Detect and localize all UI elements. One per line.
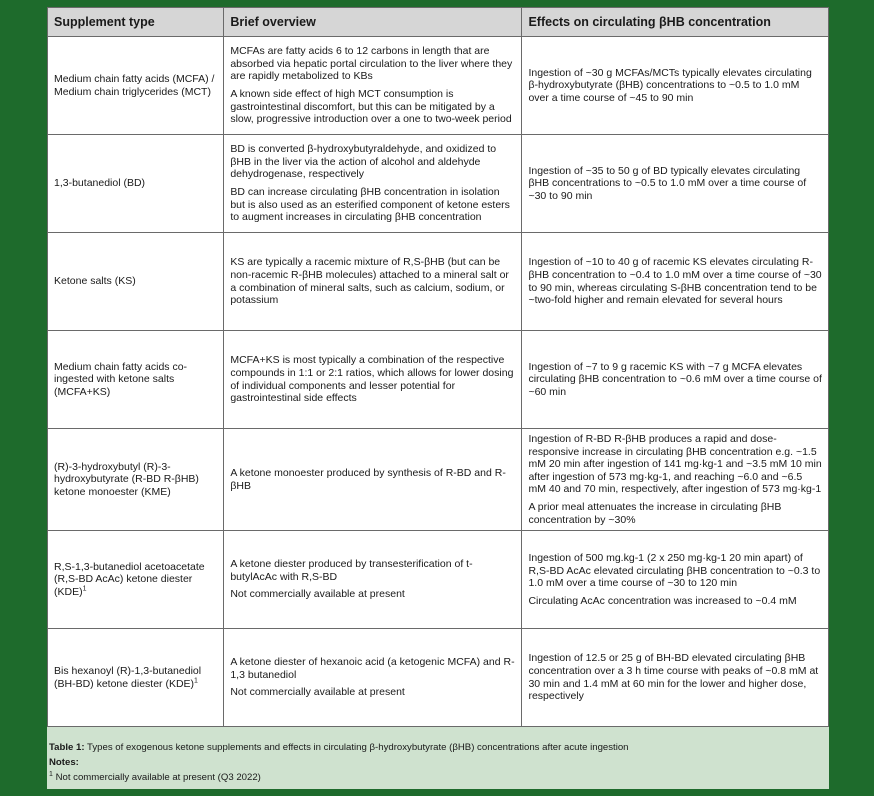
effects-paragraph: A prior meal attenuates the increase in circulating βHB concentration by ~30% [528,500,782,526]
overview-paragraph: BD can increase circulating βHB concentration in isolation but is also used as an esterified component of ketone esters to augment increases in circulating βHB concentration [230,186,510,224]
cell-supplement-type [48,531,224,629]
table-row [48,37,829,135]
supplement-type-text: 1,3-butanediol (BD) [54,177,146,190]
table-row [48,331,829,429]
cell-brief-overview [224,135,522,233]
footnote-marker: 1 [82,585,87,593]
caption-line [49,740,824,755]
cell-brief-overview [224,37,522,135]
overview-paragraph: MCFAs are fatty acids 6 to 12 carbons in length that are absorbed via hepatic portal circulation to the liver where they are rapidly metabolized to KBs [230,45,513,83]
overview-paragraph: Not commercially available at present [230,588,405,601]
cell-supplement-type [48,37,224,135]
overview-paragraph: Not commercially available at present [230,686,405,699]
overview-paragraph: A known side effect of high MCT consumption is gastrointestinal discomfort, but this can be mitigated by a slow, progressive introduction over a one to two-week period [230,88,512,126]
overview-paragraph: A ketone monoester produced by synthesis of R-BD and R-βHB [230,466,506,492]
supplement-type-text: Medium chain fatty acids co-ingested with ketone salts (MCFA+KS) [54,360,188,398]
header-effects: Effects on circulating βHB concentration [522,8,829,37]
header-supplement-type: Supplement type [48,8,224,37]
supplement-type-text: Medium chain fatty acids (MCFA) / Medium chain triglycerides (MCT) [54,72,215,98]
cell-effects [522,233,829,331]
cell-supplement-type [48,629,224,727]
cell-brief-overview [224,429,522,531]
supplement-type-text: R,S-1,3-butanediol acetoacetate (R,S-BD AcAc) ketone diester (KDE) [54,560,205,598]
table-row [48,629,829,727]
table-panel [47,7,829,789]
cell-effects [522,531,829,629]
notes-heading: Notes: [49,757,79,768]
footnote-marker: 1 [49,770,53,778]
footnote-text: Not commercially available at present (Q3 2022) [52,772,261,783]
cell-effects [522,331,829,429]
effects-paragraph: Ingestion of ~35 to 50 g of BD typically elevates circulating βHB concentrations to ~0.5 to 1.0 mM over a time course of ~30 to 90 min [528,164,807,202]
caption-label: Table 1: [49,742,85,753]
overview-paragraph: KS are typically a racemic mixture of R,S-βHB (but can be non-racemic R-βHB molecules) attached to a mineral salt or a combination of mineral salts, such as calcium, sodium, or potassium [230,256,509,307]
cell-brief-overview [224,331,522,429]
caption-text: Types of exogenous ketone supplements and effects in circulating β-hydroxybutyrate (βHB) concentrations after acute ingestion [84,742,629,753]
cell-effects [522,37,829,135]
footnote-marker: 1 [194,677,198,685]
header-brief-overview: Brief overview [224,8,522,37]
supplement-type-text: (R)-3-hydroxybutyl (R)-3-hydroxybutyrate (R-BD R-βHB) ketone monoester (KME) [54,460,199,498]
cell-supplement-type [48,135,224,233]
cell-brief-overview [224,531,522,629]
effects-paragraph: Ingestion of ~30 g MCFAs/MCTs typically elevates circulating β-hydroxybutyrate (βHB) concentrations to ~0.5 to 1.0 mM over a time course of ~45 to 90 min [528,66,812,104]
table-row [48,135,829,233]
cell-effects [522,135,829,233]
effects-paragraph: Ingestion of ~7 to 9 g racemic KS with ~7 g MCFA elevates circulating βHB concentration to ~0.6 mM over a time course of ~60 min [528,360,822,398]
effects-paragraph: Ingestion of 500 mg.kg-1 (2 x 250 mg·kg-1 20 min apart) of R,S-BD AcAc elevated circulating βHB concentration to ~0.3 to 1.0 mM over a time course of ~30 to 120 min [528,551,821,590]
table-caption [49,740,824,785]
overview-paragraph: A ketone diester of hexanoic acid (a ketogenic MCFA) and R-1,3 butanediol [230,656,515,681]
table-row [48,429,829,531]
overview-paragraph: A ketone diester produced by transesterification of t-butylAcAc with R,S-BD [230,558,473,583]
effects-paragraph: Ingestion of R-BD R-βHB produces a rapid and dose-responsive increase in circulating βHB concentration e.g. ~1.5 mM 20 min after ingestion of 141 mg·kg-1 and ~3.5 mM 10 min after ingestion of 573 mg·kg-1, and reaching ~6.0 and ~6.5 mM 40 and 70 min, respectively, after ingestion of 573 mg·kg-1 [528,433,822,496]
supplement-table [47,7,829,727]
cell-supplement-type [48,233,224,331]
overview-paragraph: MCFA+KS is most typically a combination of the respective compounds in 1:1 or 2:1 ratios, which allows for lower dosing of individual components and lesser potential for gastrointestinal side effects [230,354,514,405]
cell-supplement-type [48,331,224,429]
table-row [48,531,829,629]
table-row [48,233,829,331]
cell-brief-overview [224,233,522,331]
supplement-type-text: Bis hexanoyl (R)-1,3-butanediol (BH-BD) ketone diester (KDE) [54,665,202,690]
effects-paragraph: Ingestion of 12.5 or 25 g of BH-BD elevated circulating βHB concentration over a 3 h time course with peaks of ~0.8 mM at 30 min and 1.4 mM at 60 min for the lower and higher dose, respectively [528,652,819,703]
cell-effects [522,629,829,727]
footnote [49,770,824,785]
cell-supplement-type [48,429,224,531]
cell-brief-overview [224,629,522,727]
cell-effects [522,429,829,531]
effects-paragraph: Circulating AcAc concentration was increased to ~0.4 mM [528,594,797,607]
overview-paragraph: BD is converted β-hydroxybutyraldehyde, and oxidized to βHB in the liver via the action of alcohol and aldehyde dehydrogenase, respectively [230,143,497,181]
supplement-type-text: Ketone salts (KS) [54,275,136,288]
effects-paragraph: Ingestion of ~10 to 40 g of racemic KS elevates circulating R-βHB concentration to ~0.4 to 1.0 mM over a time course of ~30 to 90 min, whereas circulating S-βHB concentration tend to be ~two-fold higher and remain elevated for several hours [528,256,822,307]
table-header-row [48,8,829,37]
